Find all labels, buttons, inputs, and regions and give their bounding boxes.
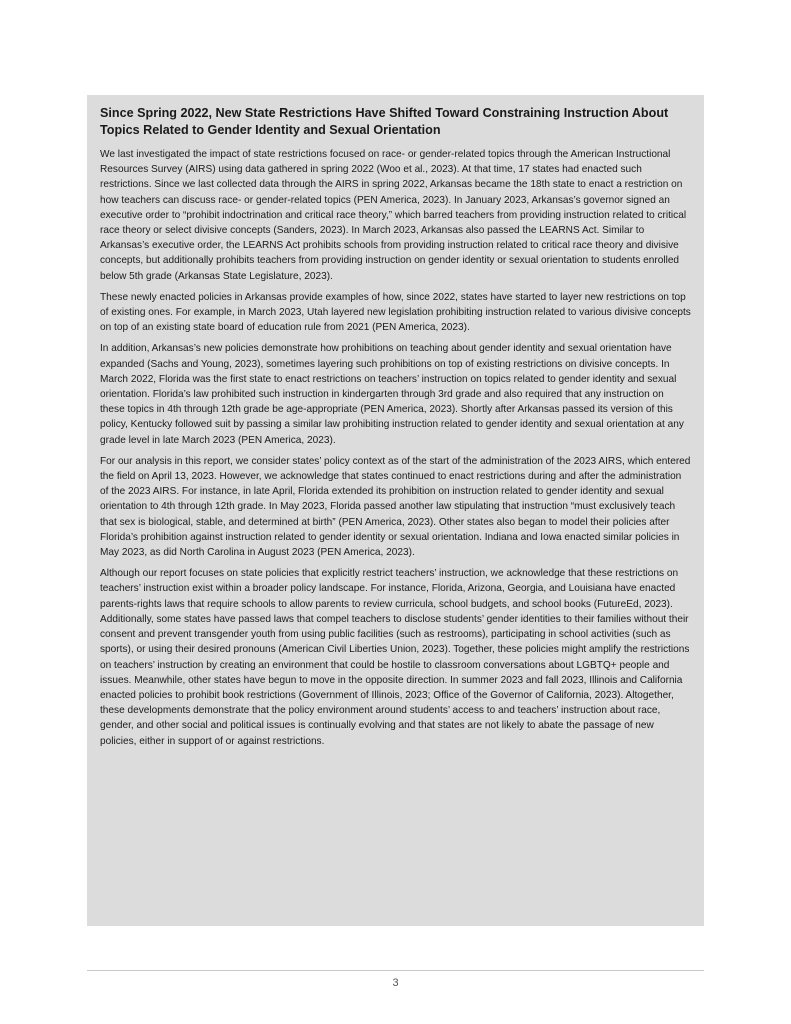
sidebar-paragraph: For our analysis in this report, we consider states’ policy context as of the start of the administration of the 2023 AIRS, which entered the field on April 13, 2023. However, we acknowledge that states continued to enact restrictions during and after the administration of the 2023 AIRS. For instance, in late April, Florida extended its prohibition on instruction related to gender identity and sexual orientation to 4th through 12th grade. In May 2023, Florida passed another law stipulating that instruction “must exclusively teach that sex is biological, stable, and determined at birth” (PEN America, 2023). Other states also began to model their policies after Florida’s prohibition against instruction related to gender identity or sexual orientation. Indiana and Iowa enacted similar policies in May 2023, as did North Carolina in August 2023 (PEN America, 2023). <box>100 455 691 559</box>
sidebar-paragraph: In addition, Arkansas’s new policies demonstrate how prohibitions on teaching about gender identity and sexual orientation have expanded (Sachs and Young, 2023), sometimes layering such prohibitions on top of existing restrictions on divisive concepts. In March 2022, Florida was the first state to enact restrictions on teachers’ instruction on topics related to gender identity and sexual orientation. Florida’s law prohibited such instruction in kindergarten through 3rd grade and also required that any instruction on these topics in 4th through 12th grade be age-appropriate (PEN America, 2023). Shortly after Arkansas passed its version of this policy, Kentucky followed suit by passing a similar law prohibiting instruction related to gender identity and sexual orientation at any grade level in late March 2023 (PEN America, 2023). <box>100 343 684 446</box>
sidebar-title: Since Spring 2022, New State Restrictions Have Shifted Toward Constraining Instruction About Topics Related to Gender Identity and Sexual Orientation <box>100 106 669 137</box>
sidebar-paragraph: These newly enacted policies in Arkansas provide examples of how, since 2022, states have started to layer new restrictions on top of existing ones. For example, in March 2023, Utah layered new legislation prohibiting instruction related to various divisive concepts on top of an existing state board of education rule from 2021 (PEN America, 2023). <box>100 291 691 334</box>
sidebar-paragraph: We last investigated the impact of state restrictions focused on race- or gender-related topics through the American Instructional Resources Survey (AIRS) using data gathered in spring 2022 (Woo et al., 2023). At that time, 17 states had enacted such restrictions. Since we last collected data through the AIRS in spring 2022, Arkansas became the 18th state to enact a restriction on how teachers can discuss race- or gender-related topics (PEN America, 2023). In January 2023, Arkansas’s governor signed an executive order to “prohibit indoctrination and critical race theory,” which barred teachers from providing instruction related to critical race theory or select divisive concepts (Sanders, 2023). In March 2023, Arkansas also passed the LEARNS Act. Similar to Arkansas’s executive order, the LEARNS Act prohibits schools from providing instruction related to critical race theory and divisive concepts, but additionally prohibits teachers from providing instruction on gender identity or sexual orientation to students enrolled below 5th grade (Arkansas State Legislature, 2023). <box>100 149 687 282</box>
sidebar-paragraph: Although our report focuses on state policies that explicitly restrict teachers’ instruction, we acknowledge that these restrictions on teachers’ instruction exist within a broader policy landscape. For instance, Florida, Arizona, Georgia, and Louisiana have enacted parents-rights laws that require schools to allow parents to review curricula, school budgets, and school books (FutureEd, 2023). Additionally, some states have passed laws that compel teachers to disclose students’ gender identities to their families without their consent and prevent transgender youth from using public facilities (such as restrooms), participating in school activities (such as sports), or using their desired pronouns (American Civil Liberties Union, 2023). Together, these policies might amplify the restrictions on teachers’ instruction by creating an environment that could be hostile to classroom conversations about LGBTQ+ people and issues. Meanwhile, other states have begun to move in the opposite direction. In summer 2023 and fall 2023, Illinois and California enacted policies to prohibit book restrictions (Government of Illinois, 2023; Office of the Governor of California, 2023). Altogether, these developments demonstrate that the policy environment around students’ access to and teachers’ instruction about race, gender, and other social and political issues is continually evolving and that states are not likely to abate the passage of new policies, either in support of or against restrictions. <box>100 568 690 747</box>
sidebar-box <box>87 95 704 926</box>
footer-divider <box>87 970 704 971</box>
page-number: 3 <box>392 977 399 989</box>
